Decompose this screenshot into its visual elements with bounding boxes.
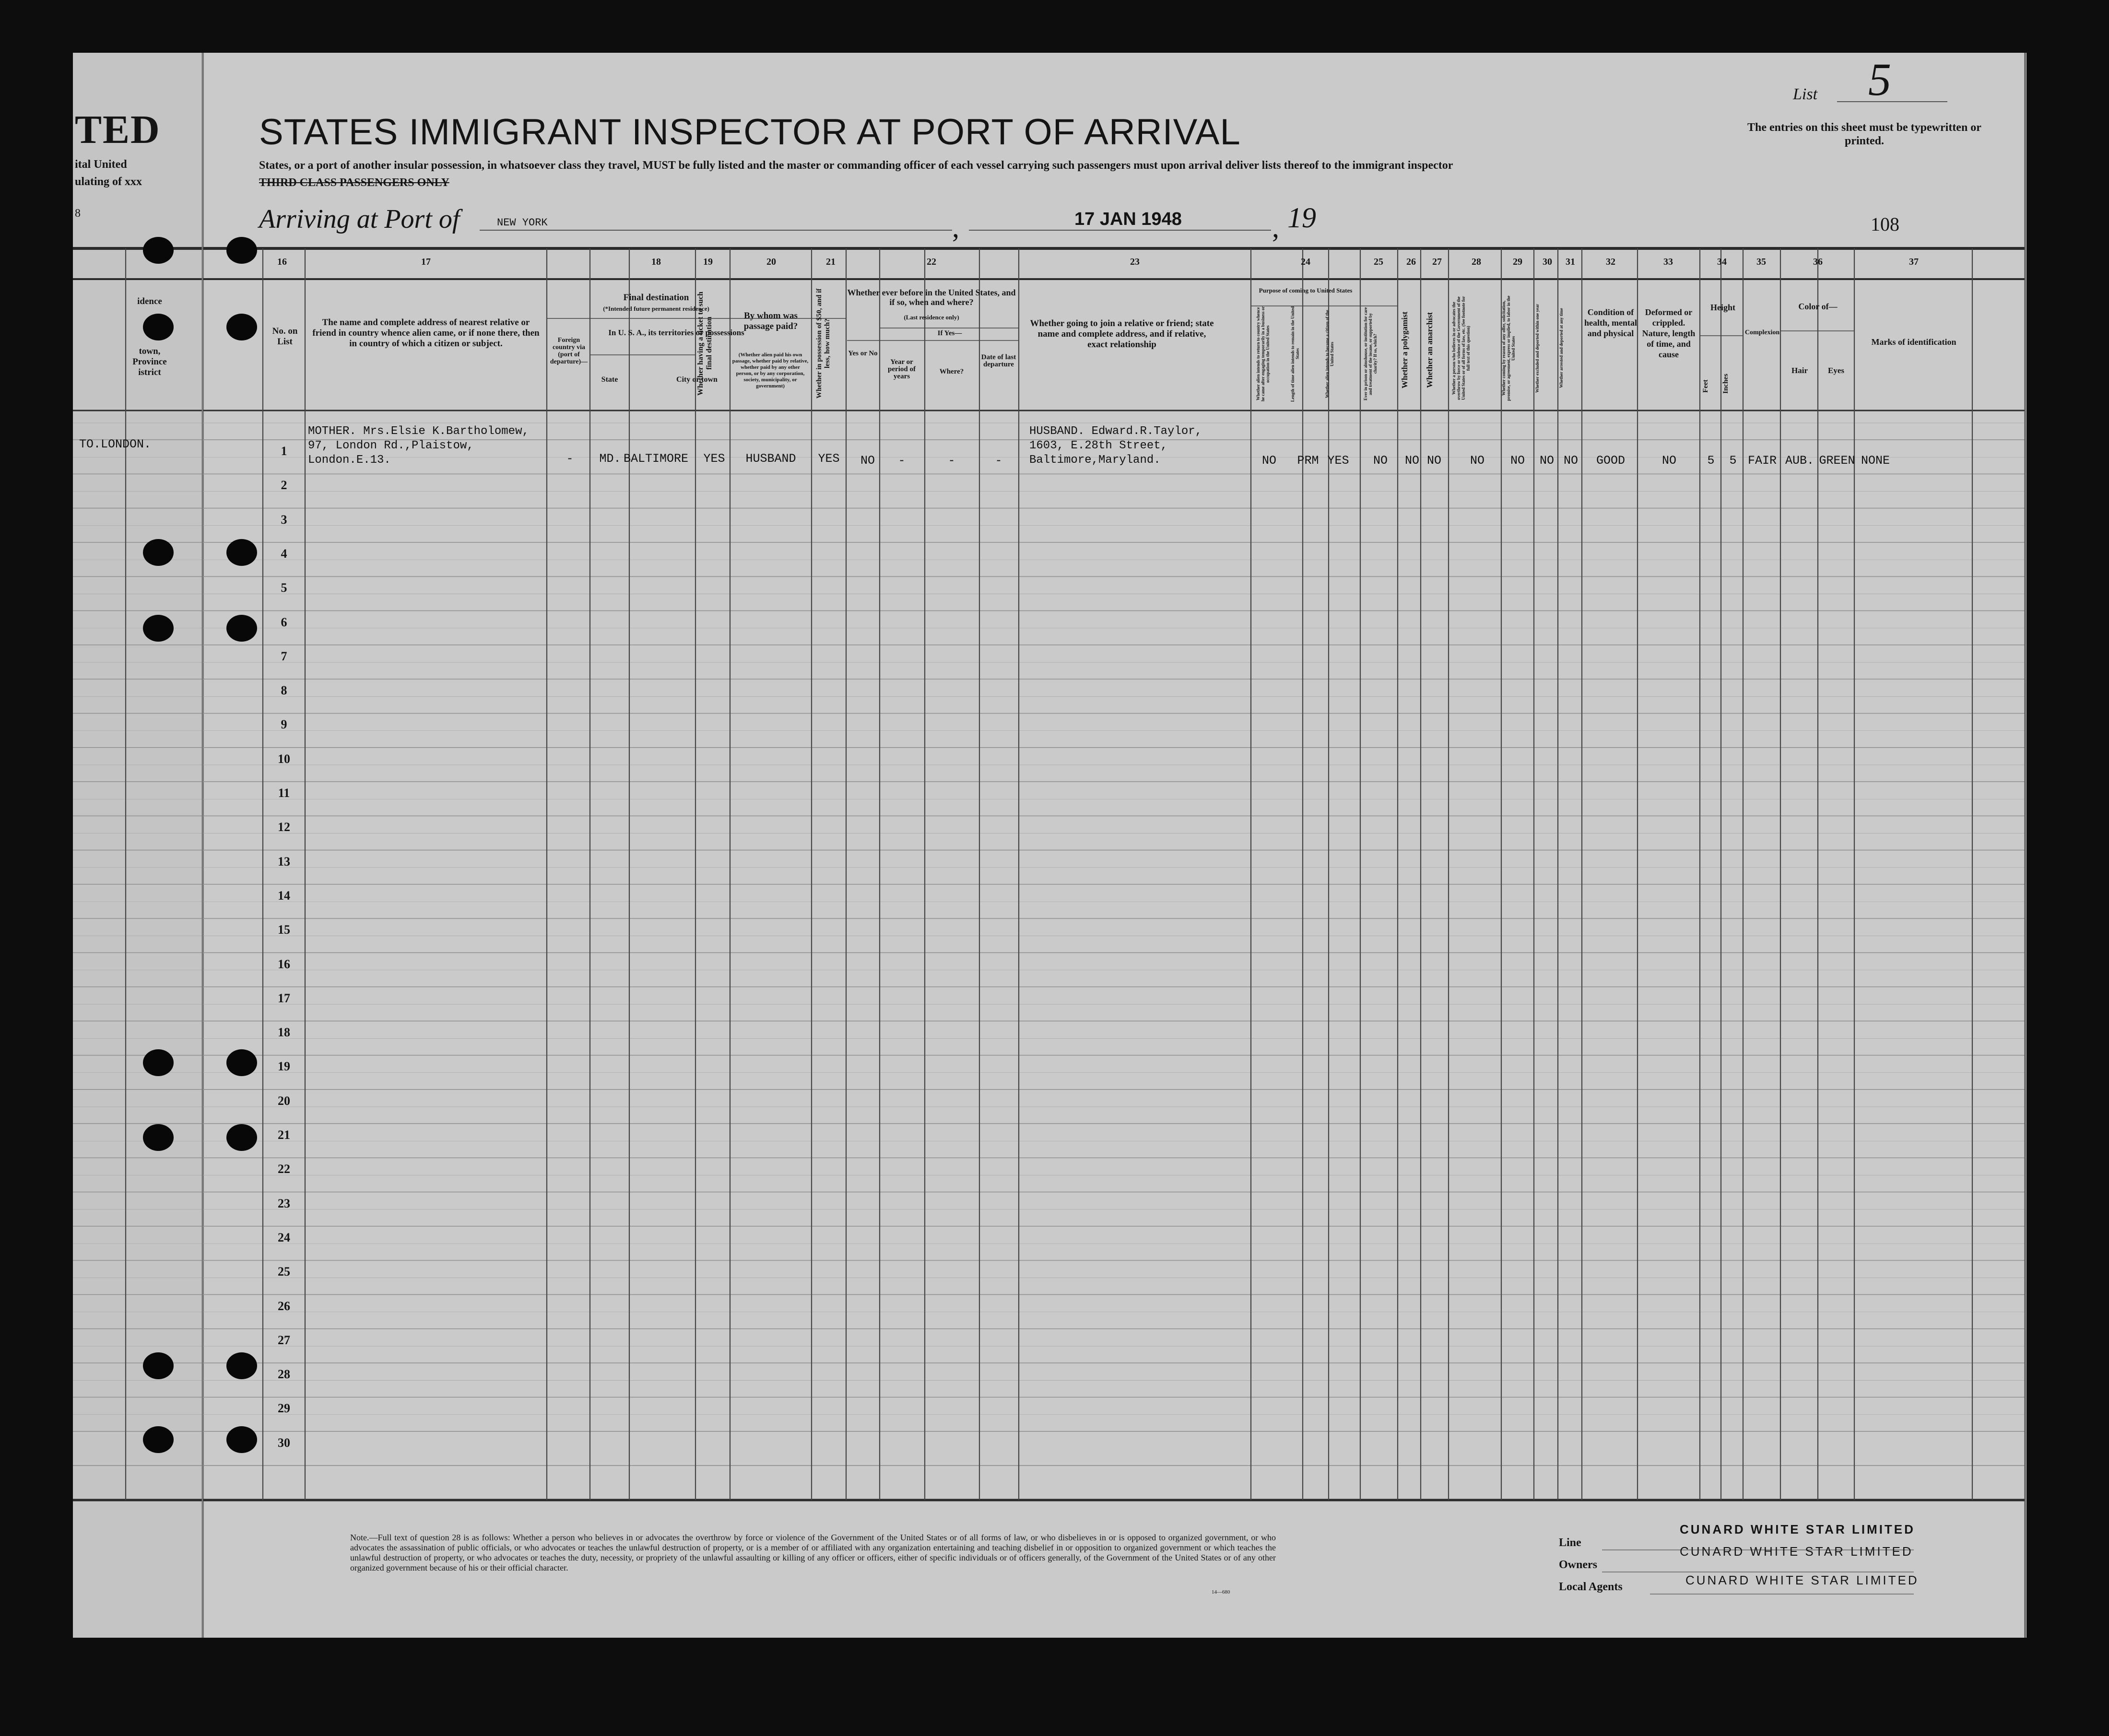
entry-deformed: NO bbox=[1661, 454, 1676, 468]
list-number: 5 bbox=[1868, 54, 1891, 105]
list-label: List bbox=[1793, 85, 1818, 103]
header-date-departure: Date of last departure bbox=[981, 353, 1016, 368]
punch-hole bbox=[226, 237, 257, 264]
header-join-relative: Whether going to join a relative or friend; state name and complete address, and if relative, exact relationship bbox=[1030, 318, 1214, 350]
line-label: Line bbox=[1559, 1537, 1581, 1549]
entry-paid-by: HUSBAND bbox=[745, 452, 796, 466]
entry-foreign-port: - bbox=[566, 452, 574, 466]
entry-inches: 5 bbox=[1729, 454, 1737, 468]
header-passage-paid-note: (Whether alien paid his own passage, whether paid by relative, whether paid by any other person, or by any corporation, society, municipality, or government) bbox=[732, 352, 809, 389]
header-money: Whether in possession of $50, and if less, how much? bbox=[815, 288, 831, 399]
header-anarchist: Whether an anarchist bbox=[1425, 312, 1434, 388]
entry-deported: NO bbox=[1563, 454, 1578, 468]
column-number: 23 bbox=[1130, 257, 1140, 267]
header-relative-abroad: The name and complete address of nearest relative or friend in country whence alien came, or if none there, then in country of which a citizen or subject. bbox=[312, 317, 540, 349]
row-number: 14 bbox=[278, 888, 290, 903]
entry-prison: NO bbox=[1373, 454, 1388, 468]
entry-year: - bbox=[898, 454, 906, 468]
header-last-residence: (Last residence only) bbox=[904, 314, 959, 321]
column-number: 33 bbox=[1663, 257, 1673, 267]
punch-hole bbox=[143, 1049, 174, 1076]
column-number: 20 bbox=[766, 257, 776, 267]
year-prefix: 19 bbox=[1287, 202, 1316, 234]
header-final-destination: Final destination bbox=[623, 293, 689, 303]
header-ticket: Whether having a ticket to such final destination bbox=[696, 291, 713, 396]
header-become-citizen: Whether alien intends to become a citizen of the United States bbox=[1325, 310, 1334, 398]
entry-money: YES bbox=[818, 452, 840, 466]
local-agents-value: CUNARD WHITE STAR LIMITED bbox=[1685, 1573, 1919, 1587]
entry-residence: TO.LONDON. bbox=[79, 437, 152, 451]
header-year: Year or period of years bbox=[888, 358, 916, 380]
entry-before-in-us: NO bbox=[860, 454, 875, 468]
column-number: 26 bbox=[1406, 257, 1416, 267]
header-overthrow: Whether a person who believes in or advocates the overthrow by force or violence of the Government of the United States or of all forms of law, etc. (See footnote for full text of this question) bbox=[1451, 296, 1471, 400]
punch-hole bbox=[226, 1124, 257, 1151]
entry-join-line: Baltimore,Maryland. bbox=[1029, 454, 1161, 467]
entry-ticket: YES bbox=[703, 452, 725, 466]
comma: , bbox=[1272, 211, 1279, 243]
row-number: 26 bbox=[278, 1299, 290, 1313]
header-length-stay: Length of time alien intends to remain in the United States bbox=[1290, 306, 1300, 402]
entry-labor-offer: NO bbox=[1510, 454, 1525, 468]
entries-note: The entries on this sheet must be typewritten or printed. bbox=[1747, 121, 1981, 147]
punch-hole bbox=[226, 1426, 257, 1453]
entry-where: - bbox=[948, 454, 955, 468]
header-purpose: Purpose of coming to United States bbox=[1259, 287, 1353, 294]
header-where: Where? bbox=[939, 368, 964, 375]
entry-length-stay: PRM bbox=[1297, 454, 1319, 468]
header-town: town, Province istrict bbox=[132, 346, 167, 377]
left-sub-fragment: ital United bbox=[75, 158, 127, 171]
punch-hole bbox=[143, 1352, 174, 1379]
header-complexion: Complexion bbox=[1744, 329, 1780, 336]
column-number: 35 bbox=[1756, 257, 1766, 267]
header-final-destination-note: (*Intended future permanent residence) bbox=[603, 305, 709, 312]
row-number: 10 bbox=[278, 751, 290, 766]
row-number: 15 bbox=[278, 923, 290, 937]
column-number: 21 bbox=[826, 257, 836, 267]
comma: , bbox=[952, 211, 959, 243]
header-prison: Ever in prison or almshouse, or institution for care and treatment of the insane, or supported by charity? If so, which? bbox=[1363, 307, 1378, 401]
column-number: 32 bbox=[1606, 257, 1615, 267]
header-usa: In U. S. A., its territories or possessions bbox=[608, 328, 744, 337]
entry-relative-line: London.E.13. bbox=[308, 454, 391, 467]
header-residence: idence bbox=[137, 296, 162, 306]
date-stamp: 17 JAN 1948 bbox=[1074, 209, 1182, 229]
row-number: 18 bbox=[278, 1025, 290, 1040]
punch-hole bbox=[226, 314, 257, 340]
row-number: 4 bbox=[281, 546, 287, 561]
punch-hole bbox=[143, 314, 174, 340]
column-number: 37 bbox=[1909, 257, 1919, 267]
footnote-q28: Note.—Full text of question 28 is as follows: Whether a person who believes in or advocates the overthrow by force or violence of the Government of the United States or of all forms of law, or who disbelieves in or is opposed to organized government, or who advocates the assassination of public officials, or who advocates or teaches the unlawful destruction of property, or is a member of or affiliated with any organization entertaining and teaching disbelief in or opposition to organized government or which teaches the unlawful destruction of property, or who advocates or teaches the duty, necessity, or propriety of the unlawful assaulting or killing of any officer or officers, either of specific individuals or of officers generally, of the Government of the United States or of any other organized government because of his or their official character. bbox=[350, 1533, 1276, 1572]
entry-return-country: NO bbox=[1261, 454, 1276, 468]
punch-hole bbox=[226, 615, 257, 642]
form-number: 14—680 bbox=[1212, 1589, 1230, 1595]
header-before-in-us: Whether ever before in the United States, and if so, when and where? bbox=[847, 288, 1016, 307]
entry-feet: 5 bbox=[1707, 454, 1715, 468]
local-agents-label: Local Agents bbox=[1559, 1581, 1623, 1593]
line-value: CUNARD WHITE STAR LIMITED bbox=[1680, 1522, 1915, 1537]
punch-hole bbox=[226, 1352, 257, 1379]
header-passage-paid: By whom was passage paid? bbox=[743, 311, 798, 331]
row-number: 13 bbox=[278, 854, 290, 868]
header-no-on-list: No. on List bbox=[272, 326, 298, 347]
column-number: 16 bbox=[277, 257, 287, 267]
row-number: 22 bbox=[278, 1162, 290, 1176]
column-number: 22 bbox=[927, 257, 936, 267]
column-number: 27 bbox=[1432, 257, 1442, 267]
row-number: 3 bbox=[281, 512, 287, 527]
entry-polygamist: NO bbox=[1404, 454, 1419, 468]
row-number: 27 bbox=[278, 1333, 290, 1347]
punch-hole bbox=[143, 1124, 174, 1151]
row-number: 21 bbox=[278, 1128, 290, 1142]
header-city: City or town bbox=[676, 375, 718, 384]
header-eyes: Eyes bbox=[1828, 366, 1844, 375]
header-return-country: Whether alien intends to return to country whence he came after engaging temporarily in a business or occupation in the United States bbox=[1256, 306, 1270, 402]
entry-join-line: 1603, E.28th Street, bbox=[1029, 439, 1168, 452]
entry-excluded: NO bbox=[1539, 454, 1554, 468]
row-number: 28 bbox=[278, 1367, 290, 1382]
entry-date-departure: - bbox=[995, 454, 1002, 468]
row-number: 6 bbox=[281, 615, 287, 629]
row-number: 23 bbox=[278, 1196, 290, 1210]
header-deported: Whether arrested and deported at any time bbox=[1559, 308, 1564, 388]
entry-anarchist: NO bbox=[1426, 454, 1441, 468]
row-number: 25 bbox=[278, 1265, 290, 1279]
header-hair: Hair bbox=[1791, 366, 1808, 375]
header-marks: Marks of identification bbox=[1871, 337, 1956, 347]
entry-overthrow: NO bbox=[1470, 454, 1485, 468]
column-number: 28 bbox=[1472, 257, 1481, 267]
column-number: 36 bbox=[1813, 257, 1823, 267]
entry-complexion: FAIR bbox=[1747, 454, 1777, 468]
header-state: State bbox=[601, 375, 618, 384]
column-number: 34 bbox=[1717, 257, 1727, 267]
entry-eyes: GREEN bbox=[1819, 454, 1855, 468]
row-number: 30 bbox=[278, 1435, 290, 1450]
punch-hole bbox=[226, 539, 257, 566]
entry-join-line: HUSBAND. Edward.R.Taylor, bbox=[1029, 425, 1202, 438]
entry-hair: AUB. bbox=[1785, 454, 1814, 468]
left-sub-fragment: 8 bbox=[75, 207, 81, 220]
header-yes-no: Yes or No bbox=[848, 350, 878, 357]
row-number: 8 bbox=[281, 683, 287, 698]
left-sub-fragment: ulating of xxx bbox=[75, 176, 142, 188]
row-number: 7 bbox=[281, 649, 287, 663]
entry-marks: NONE bbox=[1861, 454, 1890, 468]
column-number: 25 bbox=[1374, 257, 1383, 267]
punch-hole bbox=[143, 1426, 174, 1453]
row-number: 12 bbox=[278, 820, 290, 834]
column-number: 30 bbox=[1543, 257, 1552, 267]
row-number: 1 bbox=[281, 444, 287, 458]
row-number: 2 bbox=[281, 478, 287, 493]
page-number: 108 bbox=[1871, 213, 1899, 235]
column-number: 17 bbox=[421, 257, 431, 267]
entry-city: BALTIMORE bbox=[624, 452, 689, 466]
column-number: 24 bbox=[1301, 257, 1310, 267]
owners-value: CUNARD WHITE STAR LIMITED bbox=[1680, 1544, 1913, 1559]
row-number: 11 bbox=[278, 786, 290, 800]
row-number: 9 bbox=[281, 717, 287, 732]
instructions-text: States, or a port of another insular possession, in whatsoever class they travel, MUST be fully listed and the master or commanding officer of each vessel carrying such passengers must upon arrival deliver lists thereof to the immigrant inspector bbox=[259, 159, 1453, 172]
header-labor-offer: Whether coming by reason of any offer, solicitation, promise, or agreement, express or implied, to labor in the United States bbox=[1501, 295, 1516, 401]
entry-relative-line: MOTHER. Mrs.Elsie K.Bartholomew, bbox=[308, 425, 529, 438]
column-number: 18 bbox=[651, 257, 661, 267]
header-inches: Inches bbox=[1722, 374, 1730, 394]
row-number: 24 bbox=[278, 1230, 290, 1244]
punch-hole bbox=[143, 615, 174, 642]
entry-become-citizen: YES bbox=[1327, 454, 1349, 468]
header-if-yes: If Yes— bbox=[937, 329, 962, 337]
header-health: Condition of health, mental and physical bbox=[1584, 307, 1637, 338]
row-number: 16 bbox=[278, 957, 290, 971]
entry-health: GOOD bbox=[1596, 454, 1625, 468]
column-number: 19 bbox=[703, 257, 713, 267]
owners-label: Owners bbox=[1559, 1559, 1597, 1571]
left-title-fragment: TED bbox=[75, 107, 161, 152]
port-value: NEW YORK bbox=[497, 217, 548, 229]
column-number: 29 bbox=[1513, 257, 1522, 267]
row-number: 19 bbox=[278, 1059, 290, 1074]
header-height: Height bbox=[1710, 303, 1735, 312]
row-number: 5 bbox=[281, 581, 287, 595]
row-number: 17 bbox=[278, 991, 290, 1005]
column-number: 31 bbox=[1566, 257, 1575, 267]
punch-hole bbox=[226, 1049, 257, 1076]
punch-hole bbox=[143, 237, 174, 264]
header-color: Color of— bbox=[1798, 302, 1838, 311]
row-number: 29 bbox=[278, 1401, 290, 1416]
page-title: STATES IMMIGRANT INSPECTOR AT PORT OF ARRIVAL bbox=[259, 112, 1241, 152]
header-excluded: Whether excluded and deported within one year bbox=[1535, 304, 1540, 393]
header-deformed: Deformed or crippled. Nature, length of time, and cause bbox=[1642, 307, 1696, 359]
class-line: THIRD CLASS PASSENGERS ONLY bbox=[259, 176, 449, 189]
header-polygamist: Whether a polygamist bbox=[1400, 311, 1409, 389]
header-foreign-country: Foreign country via (port of departure)— bbox=[550, 337, 588, 365]
header-feet: Feet bbox=[1702, 379, 1709, 393]
row-number: 20 bbox=[278, 1093, 290, 1108]
punch-hole bbox=[143, 539, 174, 566]
arriving-label: Arriving at Port of bbox=[259, 204, 460, 234]
entry-state: MD. bbox=[599, 452, 621, 466]
entry-relative-line: 97, London Rd.,Plaistow, bbox=[308, 439, 474, 452]
